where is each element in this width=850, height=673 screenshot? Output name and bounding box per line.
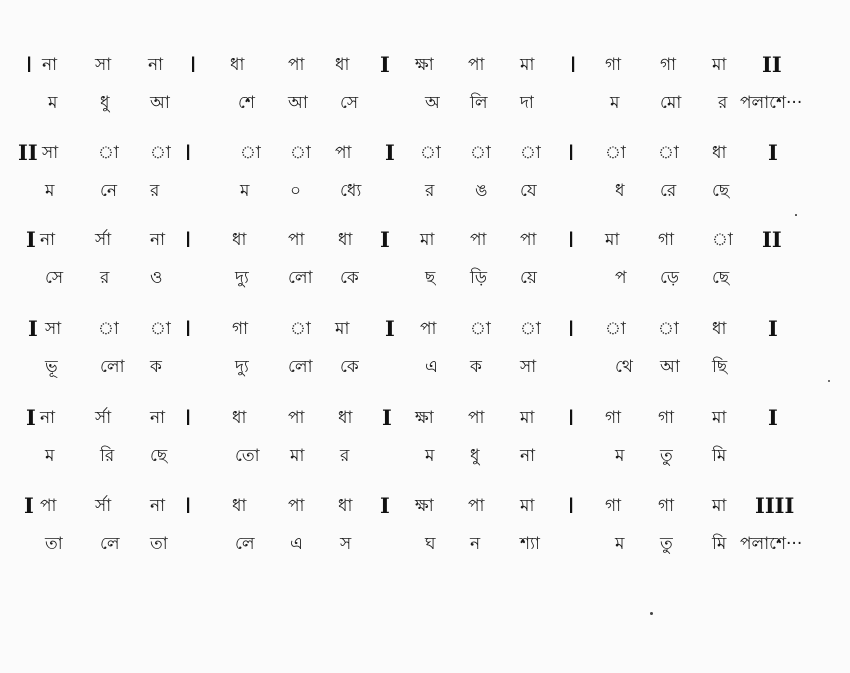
lyric-syllable: এ [425, 357, 438, 377]
bar-line: ǀ [568, 493, 575, 518]
lyric-syllable: ঘ [425, 534, 436, 554]
swara-note: া [658, 319, 679, 339]
lyric-syllable: শে [238, 93, 255, 113]
swara-note: ধা [232, 230, 247, 250]
lyric-syllable: ধু [470, 446, 480, 466]
lyric-syllable: ছে [712, 268, 730, 288]
swara-note: ধা [338, 230, 353, 250]
swara-note: না [150, 496, 166, 516]
swara-note: া [605, 143, 626, 163]
swara-note: া [605, 319, 626, 339]
swara-line-4 [0, 312, 850, 346]
lyric-syllable: অ [425, 93, 440, 113]
bar-line: I [382, 405, 392, 430]
lyric-syllable: ম [45, 181, 55, 201]
lyric-line-5 [0, 439, 850, 473]
swara-note: পা [335, 143, 352, 163]
swara-note: পা [420, 319, 437, 339]
swara-note: া [658, 143, 679, 163]
bar-line: I [28, 316, 38, 341]
bar-line: I [380, 52, 390, 77]
lyric-syllable: ধ [615, 181, 625, 201]
swara-note: া [520, 143, 541, 163]
lyric-syllable: প [615, 268, 627, 288]
lyric-syllable: ধু [100, 93, 110, 113]
lyric-line-1 [0, 86, 850, 120]
swara-note: া [420, 143, 441, 163]
lyric-syllable: তো [235, 446, 260, 466]
lyric-syllable: তু [660, 446, 673, 466]
lyric-syllable: ম [240, 181, 250, 201]
swara-note: মা [420, 230, 435, 250]
swara-note: পা [288, 55, 305, 75]
swara-note: গা [232, 319, 249, 339]
swara-note: মা [520, 496, 535, 516]
swara-line-3 [0, 223, 850, 257]
lyric-syllable: এ [290, 534, 303, 554]
lyric-syllable: ম [425, 446, 435, 466]
lyric-syllable: র [340, 446, 350, 466]
swara-note: মা [712, 55, 727, 75]
bar-line: ǀ [568, 227, 575, 252]
lyric-syllable: আ [660, 357, 680, 377]
bar-line: ǀ [568, 316, 575, 341]
swara-note: ক্ষা [415, 55, 434, 75]
lyric-syllable: ম [615, 534, 625, 554]
bar-line: I [768, 140, 778, 165]
swara-note: ধা [338, 408, 353, 428]
swara-note: না [40, 230, 56, 250]
lyric-syllable: যে [520, 181, 537, 201]
swara-note: না [42, 55, 58, 75]
bar-line: II [762, 52, 782, 77]
lyric-syllable: নে [100, 181, 118, 201]
swara-note: পা [470, 230, 487, 250]
swara-note: পা [288, 408, 305, 428]
swara-note: পা [288, 230, 305, 250]
lyric-syllable: ঙ [475, 181, 488, 201]
bar-line: ǀ [568, 405, 575, 430]
lyric-syllable: দ্যু [235, 357, 249, 377]
swara-note: া [290, 143, 311, 163]
lyric-syllable: আ [288, 93, 308, 113]
lyric-line-6 [0, 527, 850, 561]
swara-note: া [470, 319, 491, 339]
lyric-syllable: কে [340, 268, 359, 288]
lyric-syllable: ম [48, 93, 58, 113]
lyric-syllable: লে [100, 534, 120, 554]
bar-line: I [26, 405, 36, 430]
swara-note: ধা [230, 55, 245, 75]
bar-line: II [762, 227, 782, 252]
bar-line: ǀ [190, 52, 197, 77]
lyric-syllable: র [718, 93, 728, 113]
swara-note: ধা [338, 496, 353, 516]
lyric-syllable: র [100, 268, 110, 288]
lyric-syllable: না [520, 446, 536, 466]
bar-line: I [385, 140, 395, 165]
lyric-syllable: লো [288, 357, 313, 377]
bar-line: ǀ [568, 140, 575, 165]
lyric-syllable: দা [520, 93, 534, 113]
lyric-syllable: স [340, 534, 352, 554]
bar-line: II [18, 140, 38, 165]
lyric-syllable: ছে [150, 446, 168, 466]
lyric-syllable: ০ [290, 181, 302, 201]
lyric-syllable: রে [660, 181, 677, 201]
lyric-syllable: য়ে [520, 268, 537, 288]
swara-note: গা [605, 408, 622, 428]
bar-line: I [380, 227, 390, 252]
lyric-syllable: ছ [425, 268, 436, 288]
lyric-syllable: সে [45, 268, 64, 288]
lyric-syllable: মো [660, 93, 682, 113]
lyric-syllable: ম [610, 93, 620, 113]
lyric-syllable: মা [290, 446, 305, 466]
lyric-syllable: মি [712, 534, 727, 554]
lyric-syllable: তা [45, 534, 63, 554]
lyric-syllable: ও [150, 268, 163, 288]
lyric-syllable: লো [100, 357, 125, 377]
lyric-syllable: ছে [712, 181, 730, 201]
swara-note: ধা [232, 408, 247, 428]
bar-line: I [24, 493, 34, 518]
lyric-syllable: পলাশে··· [740, 534, 803, 554]
swara-note: ক্ষা [415, 496, 434, 516]
lyric-syllable: লি [470, 93, 488, 113]
lyric-syllable: পলাশে··· [740, 93, 803, 113]
bar-line: I [768, 316, 778, 341]
swara-line-6 [0, 489, 850, 523]
swara-note: সা [95, 55, 112, 75]
lyric-line-4 [0, 350, 850, 384]
lyric-syllable: সা [520, 357, 537, 377]
swara-note: া [150, 143, 171, 163]
lyric-syllable: র [150, 181, 160, 201]
bar-line: ǀ [26, 52, 33, 77]
lyric-syllable: রি [100, 446, 115, 466]
swara-note: না [40, 408, 56, 428]
bar-line: ǀ [185, 493, 192, 518]
lyric-line-3 [0, 261, 850, 295]
swara-note: সা [42, 143, 59, 163]
lyric-syllable: ক [470, 357, 482, 377]
swara-note: র্সা [95, 408, 112, 428]
swara-note: পা [468, 55, 485, 75]
bar-line: I [768, 405, 778, 430]
lyric-syllable: ধ্যে [340, 181, 362, 201]
swara-note: মা [712, 496, 727, 516]
swara-note: গা [605, 496, 622, 516]
swara-note: না [150, 408, 166, 428]
lyric-syllable: ক [150, 357, 162, 377]
lyric-syllable: ড়ে [660, 268, 680, 288]
swara-note: মা [605, 230, 620, 250]
lyric-syllable: ম [615, 446, 625, 466]
swara-note: গা [658, 230, 675, 250]
lyric-syllable: তা [150, 534, 168, 554]
scan-speck [650, 612, 653, 615]
scan-speck [828, 380, 830, 382]
bar-line: ǀ [185, 405, 192, 430]
swara-note: গা [658, 408, 675, 428]
swara-note: ধা [712, 319, 727, 339]
lyric-syllable: তু [660, 534, 673, 554]
swara-note: মা [335, 319, 350, 339]
swara-note: পা [40, 496, 57, 516]
swara-note: মা [520, 55, 535, 75]
swara-note: মা [712, 408, 727, 428]
lyric-syllable: ড়ি [470, 268, 488, 288]
bar-line: ǀ [185, 140, 192, 165]
lyric-syllable: ন [470, 534, 481, 554]
swara-note: া [98, 319, 119, 339]
lyric-syllable: আ [150, 93, 170, 113]
lyric-syllable: ম [45, 446, 55, 466]
lyric-syllable: থে [615, 357, 633, 377]
scan-speck [795, 214, 797, 216]
swara-line-2 [0, 136, 850, 170]
swara-note: সা [45, 319, 62, 339]
swara-note: গা [658, 496, 675, 516]
bar-line: I [380, 493, 390, 518]
bar-line: ǀ [185, 227, 192, 252]
lyric-syllable: লে [235, 534, 255, 554]
swara-note: মা [520, 408, 535, 428]
swara-note: ধা [712, 143, 727, 163]
swara-note: গা [605, 55, 622, 75]
swara-note: না [150, 230, 166, 250]
swara-note: পা [520, 230, 537, 250]
bar-line: I [385, 316, 395, 341]
swara-note: া [290, 319, 311, 339]
swara-note: ধা [232, 496, 247, 516]
swara-note: না [148, 55, 164, 75]
swara-note: পা [288, 496, 305, 516]
swara-note: র্সা [95, 230, 112, 250]
swara-note: া [470, 143, 491, 163]
swara-note: র্সা [95, 496, 112, 516]
lyric-syllable: শ্যা [520, 534, 540, 554]
swara-note: া [98, 143, 119, 163]
bar-line: IIII [755, 493, 795, 518]
swara-note: পা [468, 496, 485, 516]
lyric-line-2 [0, 174, 850, 208]
swara-note: গা [660, 55, 677, 75]
bar-line: I [26, 227, 36, 252]
lyric-syllable: দ্যু [235, 268, 249, 288]
lyric-syllable: ছি [712, 357, 728, 377]
swara-note: ক্ষা [415, 408, 434, 428]
lyric-syllable: লো [288, 268, 313, 288]
lyric-syllable: কে [340, 357, 359, 377]
lyric-syllable: মি [712, 446, 727, 466]
swara-note: ধা [335, 55, 350, 75]
bar-line: ǀ [185, 316, 192, 341]
swara-note: া [712, 230, 733, 250]
bar-line: ǀ [570, 52, 577, 77]
swara-line-1 [0, 48, 850, 82]
swara-note: পা [468, 408, 485, 428]
swara-note: া [150, 319, 171, 339]
swara-note: া [520, 319, 541, 339]
swara-line-5 [0, 401, 850, 435]
lyric-syllable: ভূ [45, 357, 58, 377]
lyric-syllable: সে [340, 93, 359, 113]
lyric-syllable: র [425, 181, 435, 201]
swara-note: া [240, 143, 261, 163]
